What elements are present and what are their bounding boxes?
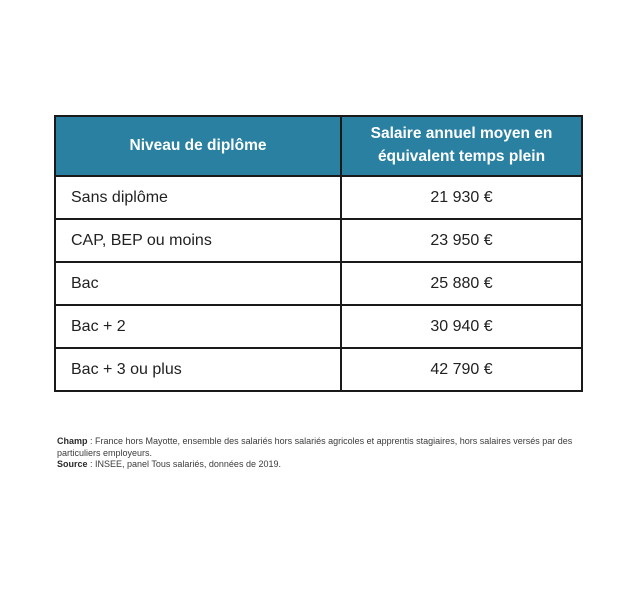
column-header-niveau: Niveau de diplôme: [55, 116, 341, 176]
footnote-champ: [57, 436, 594, 459]
table-body: [55, 176, 582, 391]
cell-niveau: Bac + 2: [55, 305, 341, 348]
footnote-source: [57, 459, 594, 471]
header-row: [55, 116, 582, 176]
table-row: [55, 305, 582, 348]
table-row: [55, 262, 582, 305]
footnotes: [57, 436, 594, 471]
salary-by-diploma-table: [54, 115, 583, 392]
cell-salaire: 42 790 €: [341, 348, 582, 391]
cell-salaire: 30 940 €: [341, 305, 582, 348]
column-header-salaire: Salaire annuel moyen en équivalent temps plein: [341, 116, 582, 176]
cell-salaire: 25 880 €: [341, 262, 582, 305]
cell-niveau: Bac + 3 ou plus: [55, 348, 341, 391]
cell-niveau: Bac: [55, 262, 341, 305]
footnote-source-text: : INSEE, panel Tous salariés, données de 2019.: [87, 459, 281, 470]
cell-salaire: 21 930 €: [341, 176, 582, 219]
cell-niveau: Sans diplôme: [55, 176, 341, 219]
table-row: [55, 219, 582, 262]
salary-table-container: [54, 115, 581, 392]
footnote-champ-label: Champ: [57, 436, 88, 446]
footnote-champ-text: : France hors Mayotte, ensemble des salariés hors salariés agricoles et apprentis stagiaires, hors salaires versés par des particuliers employeurs.: [57, 436, 573, 458]
cell-niveau: CAP, BEP ou moins: [55, 219, 341, 262]
cell-salaire: 23 950 €: [341, 219, 582, 262]
table-header: [55, 116, 582, 176]
footnote-source-label: Source: [57, 459, 88, 470]
table-row: [55, 348, 582, 391]
table-row: [55, 176, 582, 219]
